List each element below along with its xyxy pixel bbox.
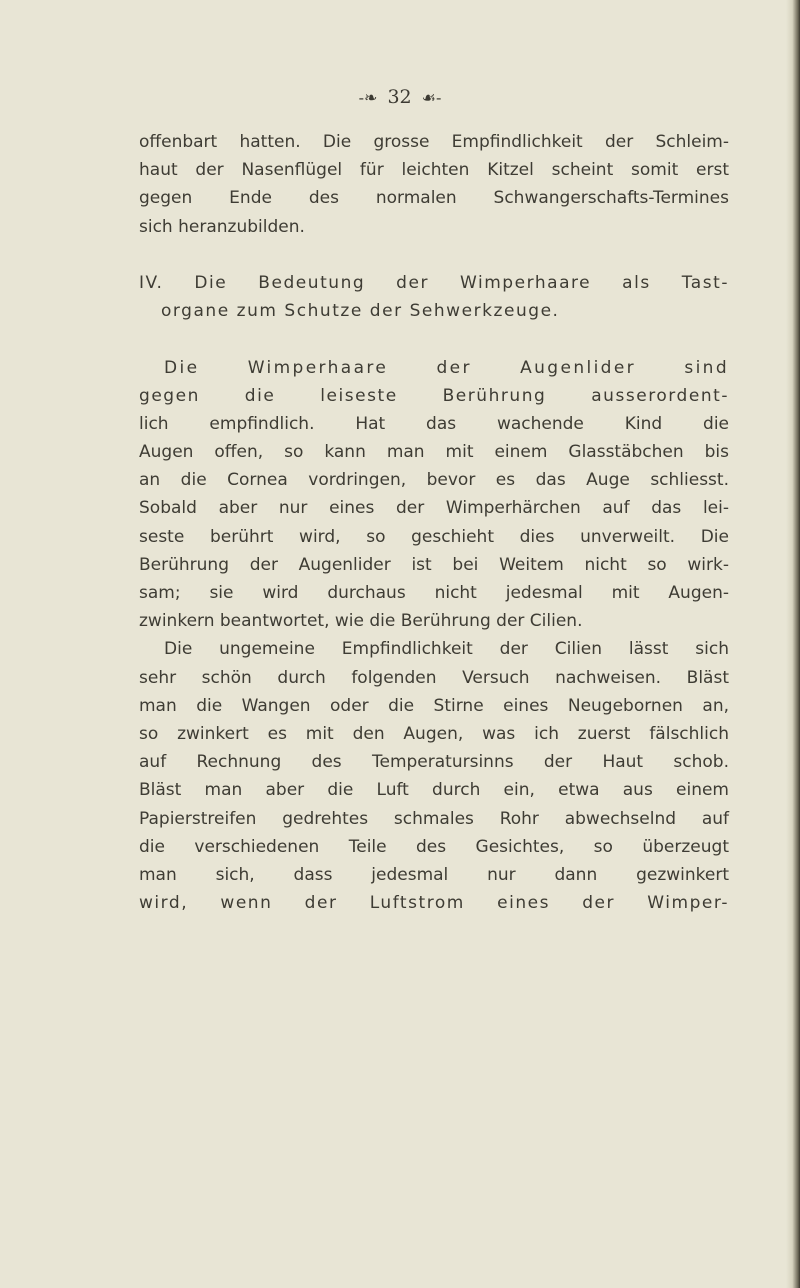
text-line: so zwinkert es mit den Augen, was ich zuerst fälschlich [139, 723, 729, 744]
text-line: Die Wimperhaare der Augenlider sind [164, 357, 729, 378]
page-edge-shadow [786, 0, 800, 1288]
page-header [0, 86, 800, 108]
text-line: lich empfindlich. Hat das wachende Kind die [139, 413, 729, 434]
text-line: Augen offen, so kann man mit einem Glasstäbchen bis [139, 442, 729, 463]
text-line: Die ungemeine Empfindlichkeit der Cilien lässt sich [164, 639, 729, 660]
text-line: Bläst man aber die Luft durch ein, etwa aus einem [139, 780, 729, 801]
text-line: wird, wenn der Luftstrom eines der Wimper- [139, 893, 729, 914]
text-line: man die Wangen oder die Stirne eines Neugebornen an, [139, 695, 729, 716]
text-line: sam; sie wird durchaus nicht jedesmal mit Augen- [139, 583, 729, 603]
text-line: Sobald aber nur eines der Wimperhärchen auf das lei- [139, 498, 729, 519]
section-heading-line: organe zum Schutze der Sehwerkzeuge. [161, 301, 560, 322]
text-line: zwinkern beantwortet, wie die Berührung der Cilien. [139, 611, 583, 632]
text-line: sich heranzubilden. [139, 216, 305, 237]
text-line: seste berührt wird, so geschieht dies unverweilt. Die [139, 526, 729, 547]
text-line: Papierstreifen gedrehtes schmales Rohr abwechselnd auf [139, 808, 729, 829]
body-text [139, 128, 729, 917]
text-line: gegen Ende des normalen Schwangerschafts-Termines [139, 188, 729, 209]
text-line: gegen die leiseste Berührung ausserordent- [139, 385, 729, 406]
text-line: an die Cornea vordringen, bevor es das Auge schliesst. [139, 470, 729, 491]
page-number: 32 [387, 86, 412, 108]
text-line: auf Rechnung des Temperatursinns der Haut schob. [139, 752, 729, 773]
text-line: sehr schön durch folgenden Versuch nachweisen. Bläst [139, 667, 729, 688]
text-line: man sich, dass jedesmal nur dann gezwinkert [139, 864, 729, 885]
section-heading-line: IV. Die Bedeutung der Wimperhaare als Tast- [139, 272, 729, 293]
text-line: offenbart hatten. Die grosse Empfindlichkeit der Schleim- [139, 132, 729, 152]
text-line: haut der Nasenflügel für leichten Kitzel scheint somit erst [139, 160, 729, 181]
text-line: die verschiedenen Teile des Gesichtes, so überzeugt [139, 836, 729, 857]
paragraph-gap [139, 325, 729, 353]
text-line: Berührung der Augenlider ist bei Weitem nicht so wirk- [139, 554, 729, 575]
paragraph-gap [139, 241, 729, 269]
ornament-left: -❧ [358, 88, 378, 107]
ornament-right: ☙- [421, 88, 442, 107]
